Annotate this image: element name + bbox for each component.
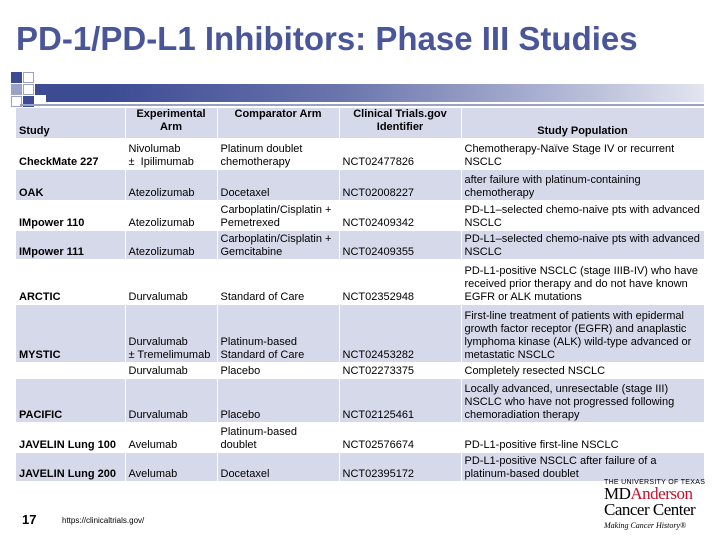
- table-header-row: [16, 108, 704, 139]
- cell-study: CheckMate 227: [16, 139, 125, 170]
- cell-identifier: NCT02125461: [339, 379, 461, 423]
- cell-comparator-arm: Carboplatin/Cisplatin + Gemcitabine: [217, 231, 339, 260]
- cell-study-population: Locally advanced, unresectable (stage III) NSCLC who have not progressed following chemoradiation therapy: [461, 379, 704, 423]
- cell-study: OAK: [16, 170, 125, 201]
- cell-study: IMpower 110: [16, 201, 125, 231]
- cell-study: ARCTIC: [16, 260, 125, 305]
- table-row: [16, 423, 704, 453]
- logo-cancer-center: Cancer Center: [604, 500, 696, 519]
- logo-line-1: THE UNIVERSITY OF TEXAS: [604, 479, 706, 486]
- cell-identifier: NCT02273375: [339, 363, 461, 379]
- logo-tagline: Making Cancer History®: [604, 521, 687, 530]
- cell-comparator-arm: Platinum-based doublet: [217, 423, 339, 453]
- logo-anderson: Anderson: [630, 484, 693, 503]
- cell-experimental-arm: Durvalumab: [125, 379, 217, 423]
- table-row: [16, 379, 704, 423]
- cell-experimental-arm: Atezolizumab: [125, 170, 217, 201]
- header-rule-gradient: [106, 84, 704, 102]
- header-comparator-arm: Comparator Arm: [217, 108, 339, 139]
- cell-identifier: NCT02477826: [339, 139, 461, 170]
- cell-experimental-arm: Durvalumab ± Tremelimumab: [125, 305, 217, 363]
- cell-study-population: PD-L1–selected chemo-naive pts with advanced NSCLC: [461, 231, 704, 260]
- cell-identifier: NCT02409355: [339, 231, 461, 260]
- cell-experimental-arm: Avelumab: [125, 453, 217, 482]
- cell-study: [16, 363, 125, 379]
- header-rule-thin: [20, 104, 704, 106]
- cell-study: IMpower 111: [16, 231, 125, 260]
- cell-comparator-arm: Docetaxel: [217, 170, 339, 201]
- cell-comparator-arm: Standard of Care: [217, 260, 339, 305]
- table-row: [16, 453, 704, 482]
- table-row: [16, 260, 704, 305]
- cell-study: JAVELIN Lung 100: [16, 423, 125, 453]
- header-identifier: Clinical Trials.gov Identifier: [339, 108, 461, 139]
- cell-identifier: NCT02395172: [339, 453, 461, 482]
- table-row: [16, 231, 704, 260]
- cell-study-population: Chemotherapy-Naïve Stage IV or recurrent NSCLC: [461, 139, 704, 170]
- cell-experimental-arm: Durvalumab: [125, 363, 217, 379]
- table-row: [16, 363, 704, 379]
- slide-title: PD-1/PD-L1 Inhibitors: Phase III Studies: [16, 20, 638, 57]
- cell-experimental-arm: Nivolumab ± Ipilimumab: [125, 139, 217, 170]
- cell-study-population: PD-L1-positive NSCLC after failure of a platinum-based doublet: [461, 453, 704, 482]
- source-link[interactable]: https://clinicaltrials.gov/: [62, 516, 145, 525]
- cell-identifier: NCT02409342: [339, 201, 461, 231]
- header-study: Study: [16, 108, 125, 139]
- cell-study: JAVELIN Lung 200: [16, 453, 125, 482]
- cell-experimental-arm: Atezolizumab: [125, 201, 217, 231]
- cell-experimental-arm: Atezolizumab: [125, 231, 217, 260]
- cell-identifier: NCT02453282: [339, 305, 461, 363]
- cell-study-population: Completely resected NSCLC: [461, 363, 704, 379]
- header-study-population: Study Population: [461, 108, 704, 139]
- logo-md: MD: [604, 484, 631, 503]
- cell-study-population: after failure with platinum-containing chemotherapy: [461, 170, 704, 201]
- md-anderson-logo: [604, 479, 714, 535]
- cell-identifier: NCT02008227: [339, 170, 461, 201]
- cell-study: MYSTIC: [16, 305, 125, 363]
- cell-comparator-arm: Docetaxel: [217, 453, 339, 482]
- cell-identifier: NCT02352948: [339, 260, 461, 305]
- cell-comparator-arm: Platinum-based Standard of Care: [217, 305, 339, 363]
- page-number: 17: [22, 512, 37, 527]
- table-row: [16, 201, 704, 231]
- cell-study-population: PD-L1-positive first-line NSCLC: [461, 423, 704, 453]
- cell-identifier: NCT02576674: [339, 423, 461, 453]
- cell-comparator-arm: Platinum doublet chemotherapy: [217, 139, 339, 170]
- table-row: [16, 305, 704, 363]
- header-rule-dark: [46, 84, 106, 102]
- cell-experimental-arm: Avelumab: [125, 423, 217, 453]
- cell-comparator-arm: Placebo: [217, 379, 339, 423]
- cell-study: PACIFIC: [16, 379, 125, 423]
- cell-study-population: PD-L1–selected chemo-naive pts with advanced NSCLC: [461, 201, 704, 231]
- cell-study-population: PD-L1-positive NSCLC (stage IIIB-IV) who have received prior therapy and do not have known EGFR or ALK mutations: [461, 260, 704, 305]
- cell-experimental-arm: Durvalumab: [125, 260, 217, 305]
- studies-table: [16, 108, 705, 482]
- table-row: [16, 170, 704, 201]
- cell-comparator-arm: Carboplatin/Cisplatin + Pemetrexed: [217, 201, 339, 231]
- table-row: [16, 139, 704, 170]
- cell-comparator-arm: Placebo: [217, 363, 339, 379]
- header-experimental-arm: Experimental Arm: [125, 108, 217, 139]
- cell-study-population: First-line treatment of patients with epidermal growth factor receptor (EGFR) and anaplastic lymphoma kinase (ALK) wild-type advanced or metastatic NSCLC: [461, 305, 704, 363]
